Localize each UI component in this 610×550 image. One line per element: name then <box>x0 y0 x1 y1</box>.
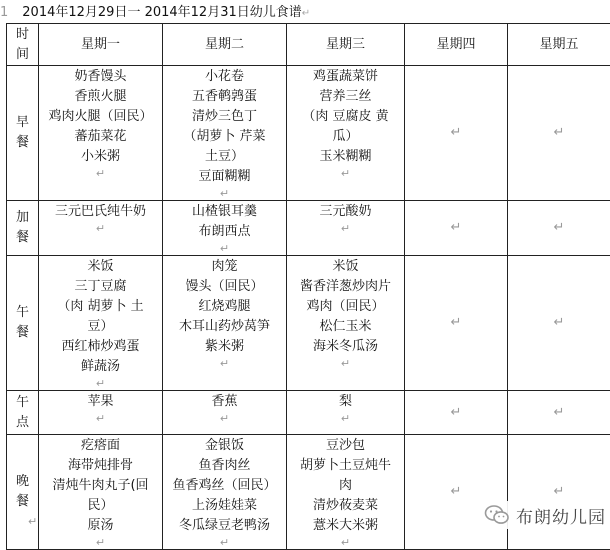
menu-row-afternoon-snack <box>7 391 610 435</box>
header-day-fri: 星期五 <box>508 24 610 66</box>
dish-item: 瓜） <box>287 127 404 147</box>
dish-item: 苹果 <box>39 392 162 412</box>
dish-item: 三丁豆腐 <box>39 277 162 297</box>
header-day-tue: 星期二 <box>163 24 287 66</box>
dish-item: 梨 <box>287 392 404 412</box>
dish-item: 酱香洋葱炒肉片 <box>287 277 404 297</box>
paragraph-mark: ↵ <box>287 536 404 549</box>
dish-item: 豆） <box>39 317 162 337</box>
menu-row-breakfast <box>7 66 610 201</box>
dish-item: 奶香馒头 <box>39 67 162 87</box>
wechat-icon <box>484 503 510 527</box>
menu-cell-dinner-mon <box>39 435 163 550</box>
dish-item: 鸡蛋蔬菜饼 <box>287 67 404 87</box>
dish-item: 小米粥 <box>39 147 162 167</box>
dish-item: 冬瓜绿豆老鸭汤 <box>163 516 286 536</box>
paragraph-mark: ↵ <box>39 222 162 235</box>
dish-item: 西红柿炒鸡蛋 <box>39 337 162 357</box>
paragraph-mark: ↵ <box>554 125 565 140</box>
meal-label: 早 餐 <box>7 66 39 201</box>
dish-item: 鱼香鸡丝（回民） <box>163 476 286 496</box>
watermark-text: 布朗幼儿园 <box>516 503 606 528</box>
dish-item: 原汤 <box>39 516 162 536</box>
menu-row-lunch <box>7 256 610 391</box>
dish-item: 豆沙包 <box>287 436 404 456</box>
menu-cell-dinner-thu <box>405 435 508 550</box>
paragraph-mark: ↵ <box>554 484 565 499</box>
menu-cell-lunch-fri <box>508 256 610 391</box>
dish-item: （胡萝卜 芹菜 <box>163 127 286 147</box>
paragraph-mark: ↵ <box>451 315 462 330</box>
menu-cell-snack-thu <box>405 201 508 256</box>
paragraph-mark: ↵ <box>39 167 162 180</box>
meal-label: 午 餐 <box>7 256 39 391</box>
dish-item: 海带炖排骨 <box>39 456 162 476</box>
dish-item: 清炒莜麦菜 <box>287 496 404 516</box>
paragraph-mark: ↵ <box>554 220 565 235</box>
menu-table <box>6 23 610 550</box>
dish-item: 薏米大米粥 <box>287 516 404 536</box>
dish-item: 海米冬瓜汤 <box>287 337 404 357</box>
dish-item: 鸡肉（回民） <box>287 297 404 317</box>
paragraph-mark: ↵ <box>287 222 404 235</box>
dish-item: 紫米粥 <box>163 337 286 357</box>
menu-cell-snack-tue <box>163 201 287 256</box>
header-day-mon: 星期一 <box>39 24 163 66</box>
menu-cell-afternoon-snack-mon <box>39 391 163 435</box>
meal-label: 晚 餐 <box>7 435 39 550</box>
menu-cell-dinner-tue <box>163 435 287 550</box>
paragraph-mark: ↵ <box>163 242 286 255</box>
paragraph-mark: ↵ <box>451 405 462 420</box>
paragraph-mark: ↵ <box>554 315 565 330</box>
menu-cell-dinner-fri <box>508 435 610 550</box>
meal-label: 午 点 <box>7 391 39 435</box>
menu-row-dinner <box>7 435 610 550</box>
menu-cell-afternoon-snack-tue <box>163 391 287 435</box>
meal-label: 加 餐 <box>7 201 39 256</box>
dish-item: 胡萝卜土豆炖牛 <box>287 456 404 476</box>
menu-cell-dinner-wed <box>287 435 405 550</box>
paragraph-mark: ↵ <box>451 484 462 499</box>
dish-item: 民） <box>39 496 162 516</box>
paragraph-mark: ↵ <box>163 536 286 549</box>
header-row <box>7 24 610 66</box>
dish-item: 三元巴氏纯牛奶 <box>39 202 162 222</box>
menu-cell-snack-mon <box>39 201 163 256</box>
dish-item: 蕃茄菜花 <box>39 127 162 147</box>
dish-item: 肉笼 <box>163 257 286 277</box>
menu-cell-afternoon-snack-wed <box>287 391 405 435</box>
dish-item: （肉 豆腐皮 黄 <box>287 107 404 127</box>
dish-item: 木耳山药炒莴笋 <box>163 317 286 337</box>
dish-item: 玉米糊糊 <box>287 147 404 167</box>
header-day-wed: 星期三 <box>287 24 405 66</box>
paragraph-mark: ↵ <box>287 412 404 425</box>
dish-item: 上汤娃娃菜 <box>163 496 286 516</box>
line-marker: 1 <box>0 5 8 20</box>
paragraph-mark: ↵ <box>163 187 286 200</box>
dish-item: （肉 胡萝卜 土 <box>39 297 162 317</box>
menu-cell-afternoon-snack-thu <box>405 391 508 435</box>
dish-item: 小花卷 <box>163 67 286 87</box>
menu-cell-breakfast-wed <box>287 66 405 201</box>
watermark <box>484 501 606 529</box>
dish-item: 营养三丝 <box>287 87 404 107</box>
dish-item: 鲜蔬汤 <box>39 357 162 377</box>
paragraph-mark: ↵ <box>302 8 310 19</box>
dish-item: 红烧鸡腿 <box>163 297 286 317</box>
paragraph-mark: ↵ <box>39 536 162 549</box>
dish-item: 豆面糊糊 <box>163 167 286 187</box>
dish-item: 山楂银耳羹 <box>163 202 286 222</box>
paragraph-mark: ↵ <box>287 167 404 180</box>
dish-item: 米饭 <box>287 257 404 277</box>
dish-item: 三元酸奶 <box>287 202 404 222</box>
dish-item: 香煎火腿 <box>39 87 162 107</box>
paragraph-mark: ↵ <box>39 377 162 390</box>
menu-cell-breakfast-tue <box>163 66 287 201</box>
menu-cell-snack-fri <box>508 201 610 256</box>
menu-cell-lunch-thu <box>405 256 508 391</box>
paragraph-mark: ↵ <box>39 412 162 425</box>
menu-row-snack <box>7 201 610 256</box>
dish-item: 土豆） <box>163 147 286 167</box>
dish-item: 肉 <box>287 476 404 496</box>
menu-cell-lunch-wed <box>287 256 405 391</box>
paragraph-mark: ↵ <box>163 412 286 425</box>
document-title: 2014年12月29日一 2014年12月31日幼儿食谱 <box>22 5 301 20</box>
paragraph-mark: ↵ <box>451 125 462 140</box>
menu-cell-breakfast-fri <box>508 66 610 201</box>
paragraph-mark: ↵ <box>163 357 286 370</box>
dish-item: 五香鹌鹑蛋 <box>163 87 286 107</box>
dish-item: 米饭 <box>39 257 162 277</box>
header-day-thu: 星期四 <box>405 24 508 66</box>
menu-cell-lunch-mon <box>39 256 163 391</box>
dish-item: 香蕉 <box>163 392 286 412</box>
dish-item: 鱼香肉丝 <box>163 456 286 476</box>
menu-cell-snack-wed <box>287 201 405 256</box>
paragraph-mark: ↵ <box>554 405 565 420</box>
dish-item: 疙瘩面 <box>39 436 162 456</box>
dish-item: 清炖牛肉丸子(回 <box>39 476 162 496</box>
menu-cell-breakfast-thu <box>405 66 508 201</box>
menu-cell-lunch-tue <box>163 256 287 391</box>
dish-item: 松仁玉米 <box>287 317 404 337</box>
paragraph-mark: ↵ <box>451 220 462 235</box>
menu-cell-afternoon-snack-fri <box>508 391 610 435</box>
dish-item: 金银饭 <box>163 436 286 456</box>
paragraph-mark: ↵ <box>28 515 37 528</box>
dish-item: 鸡肉火腿（回民） <box>39 107 162 127</box>
dish-item: 布朗西点 <box>163 222 286 242</box>
paragraph-mark: ↵ <box>287 357 404 370</box>
dish-item: 馒头（回民） <box>163 277 286 297</box>
header-time: 时 间 <box>7 24 39 66</box>
dish-item: 清炒三色丁 <box>163 107 286 127</box>
document-title-line <box>0 3 610 23</box>
menu-cell-breakfast-mon <box>39 66 163 201</box>
